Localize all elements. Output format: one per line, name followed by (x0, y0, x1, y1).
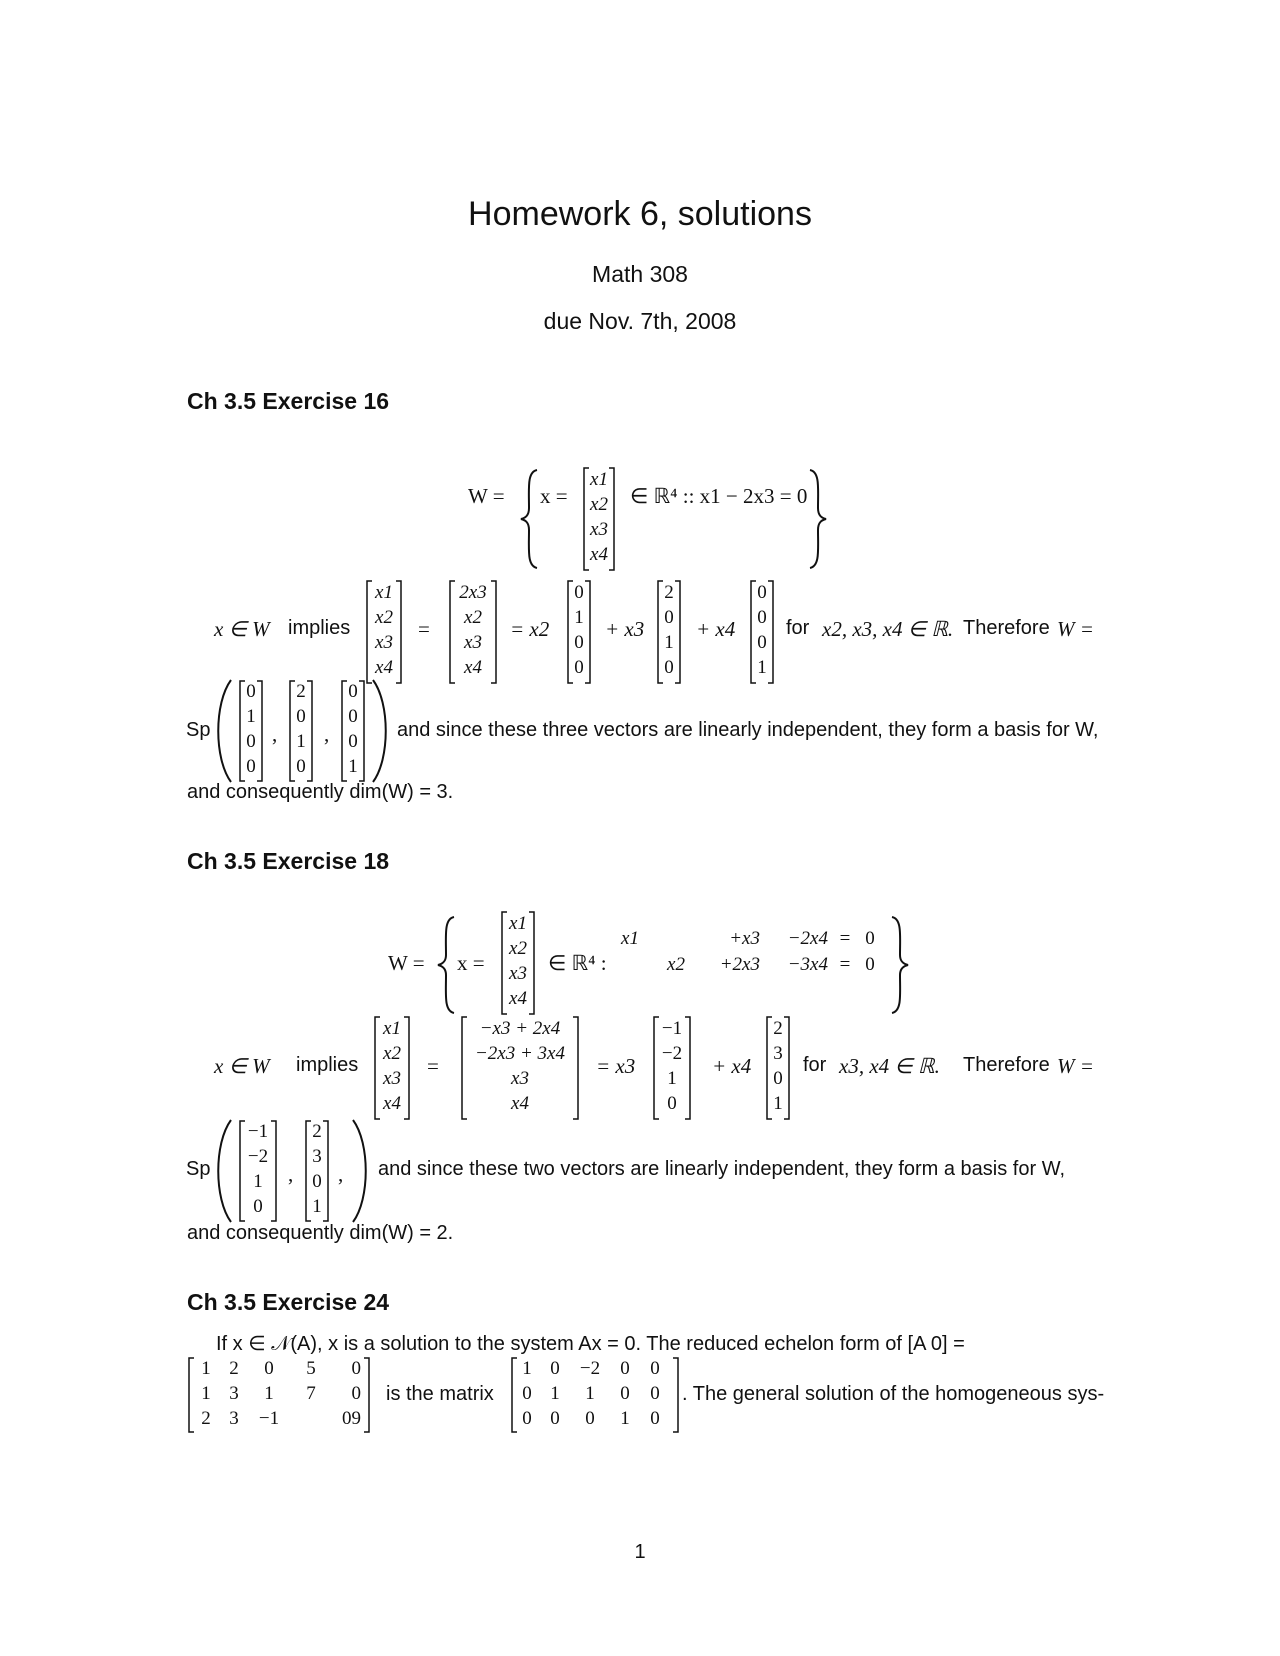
section-heading-ex16: Ch 3.5 Exercise 16 (187, 388, 390, 414)
right-paren-icon (350, 1118, 370, 1224)
span-operator: Sp (186, 719, 211, 741)
augmented-matrix: 1 2 0 5 0 1 3 1 7 0 2 3 −1 09 (187, 1357, 371, 1433)
vector-substituted: −x3 + 2x4 −2x3 + 3x4 x3 x4 (460, 1016, 580, 1120)
linear-system: x1 +x3 −2x4 = 0 x2 +2x3 −3x4 = 0 (621, 928, 875, 975)
set-lhs: W = (468, 484, 505, 508)
left-paren-icon (214, 678, 234, 784)
course-name: Math 308 (592, 261, 688, 287)
basis-vector-1: −1 −2 1 0 (652, 1016, 692, 1120)
is-the-matrix-text: is the matrix (386, 1383, 494, 1405)
conclusion-ex16: and consequently dim(W) = 3. (187, 781, 454, 803)
left-brace-icon (436, 915, 458, 1015)
page-number: 1 (634, 1541, 646, 1563)
implies-word: implies (288, 617, 351, 639)
right-brace-icon (806, 468, 828, 570)
left-brace-icon (519, 468, 541, 570)
ex24-tail: . The general solution of the homogeneous sys- (682, 1383, 1105, 1405)
span-vector-1: −1 −2 1 0 (238, 1120, 278, 1222)
basis-vector-2: 2 0 1 0 (656, 580, 682, 684)
basis-vector-3: 0 0 0 1 (749, 580, 775, 684)
right-paren-icon (370, 678, 390, 784)
conclusion-ex18: and consequently dim(W) = 2. (187, 1222, 454, 1244)
set-x-eq: x = (540, 484, 568, 508)
ex24-intro: If x ∈ 𝒩(A), x is a solution to the system Ax = 0. The reduced echelon form of [A 0] = (216, 1333, 965, 1355)
span-vector-2: 2 3 0 1 (304, 1120, 330, 1222)
vector-x: x1 x2 x3 x4 (373, 1016, 411, 1120)
left-paren-icon (214, 1118, 234, 1224)
set-vector: x1 x2 x3 x4 (582, 467, 616, 571)
span-vector-1: 0 1 0 0 (238, 680, 264, 782)
set-condition: ∈ ℝ⁴ :: x1 − 2x3 = 0 (630, 484, 808, 508)
basis-vector-2: 2 3 0 1 (765, 1016, 791, 1120)
section-heading-ex18: Ch 3.5 Exercise 18 (187, 848, 390, 874)
due-date: due Nov. 7th, 2008 (543, 308, 737, 334)
vector-x: x1 x2 x3 x4 (365, 580, 403, 684)
reduced-echelon-matrix: 1 0 −2 0 0 0 1 1 0 0 0 0 0 1 0 (510, 1357, 680, 1433)
x-in-w: x ∈ W (214, 617, 270, 641)
page-title: Homework 6, solutions (468, 195, 812, 233)
basis-vector-1: 0 1 0 0 (566, 580, 592, 684)
section-heading-ex24: Ch 3.5 Exercise 24 (187, 1289, 390, 1315)
span-vector-2: 2 0 1 0 (288, 680, 314, 782)
set-vector: x1 x2 x3 x4 (500, 911, 536, 1015)
span-explanation: and since these three vectors are linearly independent, they form a basis for W, (397, 719, 1099, 741)
span-vector-3: 0 0 0 1 (340, 680, 366, 782)
vector-substituted: 2x3 x2 x3 x4 (448, 580, 498, 684)
right-brace-icon (888, 915, 910, 1015)
